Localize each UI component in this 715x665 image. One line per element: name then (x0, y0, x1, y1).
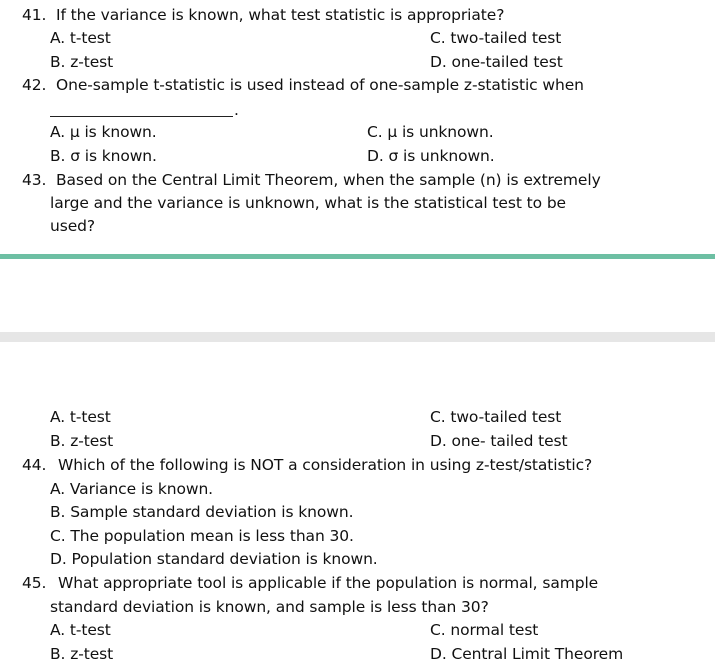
q41-option-a: A. t-test (50, 29, 111, 47)
q45-option-a: A. t-test (50, 621, 111, 639)
q42-number: 42. (22, 76, 47, 94)
q43-question-line1: Based on the Central Limit Theorem, when the sample (n) is extremely (56, 171, 601, 189)
q41-number: 41. (22, 6, 47, 24)
q43-number: 43. (22, 171, 47, 189)
q44-option-c: C. The population mean is less than 30. (50, 527, 354, 545)
page-divider (0, 254, 715, 259)
q43-question-line3: used? (50, 217, 96, 235)
q44-option-d: D. Population standard deviation is known. (50, 550, 378, 568)
q45-number: 45. (22, 574, 47, 592)
q42-option-d: D. σ is unknown. (367, 147, 495, 165)
q45-option-d: D. Central Limit Theorem (430, 645, 624, 663)
q42-question: One-sample t-statistic is used instead of one-sample z-statistic when (56, 76, 584, 94)
q44-option-b: B. Sample standard deviation is known. (50, 503, 354, 521)
q41-option-b: B. z-test (50, 53, 114, 71)
q43-question-line2: large and the variance is unknown, what is the statistical test to be (50, 194, 566, 212)
q45-option-c: C. normal test (430, 621, 539, 639)
q41-question: If the variance is known, what test statistic is appropriate? (56, 6, 505, 24)
q43-option-d: D. one- tailed test (430, 432, 568, 450)
q43-option-c: C. two-tailed test (430, 408, 562, 426)
q43-option-b: B. z-test (50, 432, 114, 450)
q42-option-c: C. µ is unknown. (367, 123, 494, 141)
q45-question-line1: What appropriate tool is applicable if the population is normal, sample (58, 574, 599, 592)
q45-question-line2: standard deviation is known, and sample is less than 30? (50, 598, 489, 616)
q42-answer-blank (50, 116, 233, 117)
q44-number: 44. (22, 456, 47, 474)
q41-option-c: C. two-tailed test (430, 29, 562, 47)
q42-blank-period: . (234, 101, 239, 119)
q41-option-d: D. one-tailed test (430, 53, 563, 71)
q45-option-b: B. z-test (50, 645, 114, 663)
page-gap-band (0, 332, 715, 342)
q43-option-a: A. t-test (50, 408, 111, 426)
q42-option-a: A. µ is known. (50, 123, 157, 141)
q44-option-a: A. Variance is known. (50, 480, 213, 498)
q44-question: Which of the following is NOT a consideration in using z-test/statistic? (58, 456, 593, 474)
q42-option-b: B. σ is known. (50, 147, 157, 165)
